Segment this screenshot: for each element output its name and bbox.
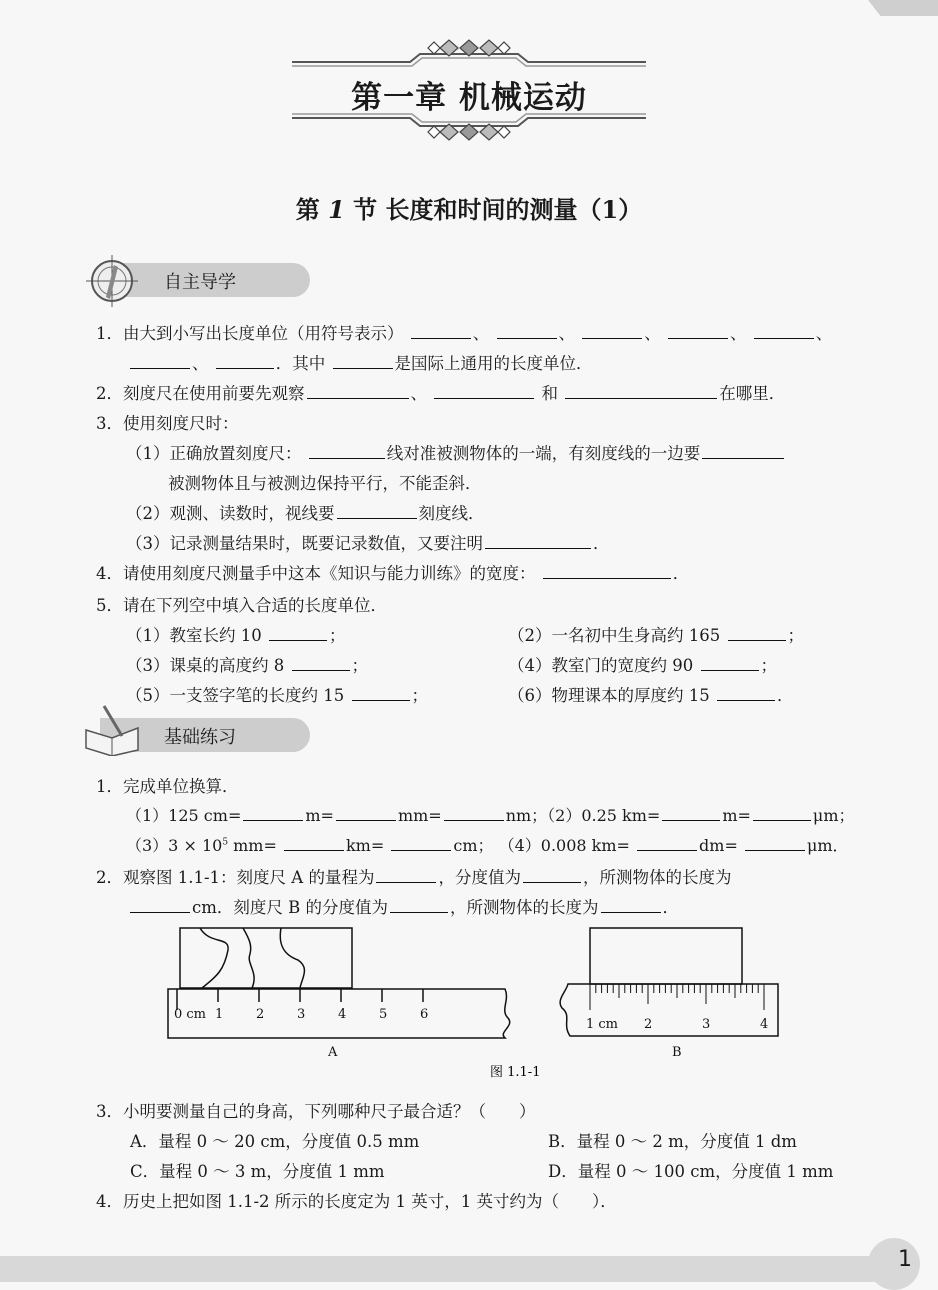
conv-text: km=	[345, 836, 385, 855]
q2-text: cm．刻度尺 B 的分度值为	[192, 898, 389, 917]
q2-text: 2．观察图 1.1-1：刻度尺 A 的量程为	[96, 868, 375, 887]
conv-text: cm； （4）0.008 km=	[453, 836, 630, 855]
q2-end: 在哪里．	[719, 384, 786, 403]
answer-blank[interactable]	[130, 352, 190, 369]
page-number-bubble	[868, 1238, 920, 1290]
self-study-label: 自主导学	[164, 272, 236, 293]
conv-text: m=	[722, 806, 751, 825]
conv-text: μm；	[812, 806, 855, 825]
svg-text:2: 2	[644, 1017, 653, 1032]
answer-blank[interactable]	[216, 352, 274, 369]
q1-line2: 、 ．其中 是国际上通用的长度单位．	[128, 350, 593, 374]
answer-blank[interactable]	[391, 834, 451, 851]
q2-text: ．	[662, 898, 680, 917]
answer-blank[interactable]	[745, 834, 805, 851]
q5-item: （2）一名初中生身高约 165 ；	[508, 626, 804, 645]
exponent: 5	[222, 837, 229, 848]
p-q1-line: 1．完成单位换算．	[96, 777, 239, 796]
answer-blank[interactable]	[701, 654, 759, 671]
conv-text: （3）3 × 10	[126, 836, 223, 855]
answer-blank[interactable]	[668, 322, 728, 339]
q5-item: （6）物理课本的厚度约 15 ．	[508, 686, 794, 705]
answer-blank[interactable]	[637, 834, 697, 851]
q1-text: 1．由大到小写出长度单位（用符号表示）	[96, 324, 404, 343]
option-d[interactable]: D．量程 0 ～ 100 cm，分度值 1 mm	[548, 1162, 834, 1181]
svg-text:A: A	[328, 1045, 338, 1060]
open-book-icon	[82, 704, 144, 756]
answer-blank[interactable]	[565, 382, 717, 399]
q3-line: 3．使用刻度尺时：	[96, 414, 239, 433]
q2-text: ，所测物体的长度为	[450, 898, 599, 917]
answer-blank[interactable]	[243, 804, 303, 821]
footer-bar	[0, 1256, 880, 1282]
q2-text: ，分度值为	[438, 868, 521, 887]
practice-label: 基础练习	[164, 727, 236, 748]
svg-text:5: 5	[379, 1007, 388, 1022]
svg-text:2: 2	[256, 1007, 265, 1022]
q5-item: （5）一支签字笔的长度约 15 ；	[126, 686, 428, 705]
q5-item-text: （5）一支签字笔的长度约 15	[126, 686, 345, 705]
q3-2-end: 刻度线．	[418, 504, 485, 523]
svg-text:1: 1	[215, 1007, 224, 1022]
answer-blank[interactable]	[376, 866, 436, 883]
q5-item: （1）教室长约 10 ；	[126, 626, 346, 645]
p-q1-3-line	[126, 833, 849, 856]
p-q4-line: 4．历史上把如图 1.1-2 所示的长度定为 1 英寸，1 英寸约为（ ）．	[96, 1192, 617, 1211]
q1-end-text: 是国际上通用的长度单位．	[394, 354, 593, 373]
answer-blank[interactable]	[717, 684, 775, 701]
p-q1-1-line	[126, 803, 855, 826]
conv-text: mm=	[397, 806, 442, 825]
figure-rulers	[160, 920, 800, 1080]
section-suffix: 节 长度和时间的测量（1）	[353, 195, 643, 224]
answer-blank[interactable]	[352, 684, 410, 701]
svg-text:4: 4	[338, 1007, 347, 1022]
svg-text:B: B	[672, 1045, 682, 1060]
q5-item-text: （6）物理课本的厚度约 15	[508, 686, 710, 705]
option-c[interactable]: C．量程 0 ～ 3 m，分度值 1 mm	[130, 1162, 385, 1181]
answer-blank[interactable]	[307, 382, 409, 399]
answer-blank[interactable]	[337, 502, 417, 519]
answer-blank[interactable]	[754, 322, 814, 339]
answer-blank[interactable]	[390, 896, 448, 913]
q2-text: 2．刻度尺在使用前要先观察	[96, 384, 305, 403]
self-study-banner	[100, 263, 310, 297]
svg-text:图 1.1-1: 图 1.1-1	[490, 1065, 541, 1080]
q3-1-cont: 被测物体且与被测边保持平行，不能歪斜．	[168, 474, 482, 493]
q3-1-text: （1）正确放置刻度尺：	[126, 444, 302, 463]
conv-text: μm．	[806, 836, 849, 855]
q5-item-text: （2）一名初中生身高约 165	[508, 626, 721, 645]
q5-item-text: （4）教室门的宽度约 90	[508, 656, 694, 675]
q5-item-text: （1）教室长约 10	[126, 626, 262, 645]
svg-text:3: 3	[297, 1007, 306, 1022]
q2-and: 和	[541, 384, 558, 403]
conv-text: nm；（2）0.25 km=	[505, 806, 661, 825]
q2-text: ，所测物体的长度为	[582, 868, 732, 887]
answer-blank[interactable]	[309, 442, 385, 459]
ornament-bottom-icon	[290, 112, 648, 142]
answer-blank[interactable]	[336, 804, 396, 821]
chapter-title: 第一章 机械运动	[351, 80, 587, 116]
p-q2-line1	[96, 864, 731, 888]
option-b[interactable]: B．量程 0 ～ 2 m，分度值 1 dm	[548, 1132, 797, 1151]
conv-text: （1）125 cm=	[126, 806, 242, 825]
svg-text:6: 6	[420, 1007, 429, 1022]
q3-1-text-b: 线对准被测物体的一端，有刻度线的一边要	[386, 444, 701, 463]
q1-line1: 1．由大到小写出长度单位（用符号表示） 、 、 、 、 、	[96, 324, 833, 343]
q5-line: 5．请在下列空中填入合适的长度单位．	[96, 596, 387, 615]
svg-text:1 cm: 1 cm	[586, 1017, 619, 1032]
section-title	[0, 190, 938, 225]
page-number: 1	[898, 1247, 912, 1272]
q4-text: 4．请使用刻度尺测量手中这本《知识与能力训练》的宽度：	[96, 564, 536, 583]
svg-text:3: 3	[702, 1017, 711, 1032]
section-number: 1	[328, 195, 345, 224]
ornament-top-icon	[290, 38, 648, 68]
q5-item: （3）课桌的高度约 8 ；	[126, 656, 368, 675]
section-prefix: 第	[295, 195, 320, 224]
svg-text:4: 4	[760, 1017, 769, 1032]
p-q3-line: 3．小明要测量自己的身高，下列哪种尺子最合适？（ ）	[96, 1102, 536, 1121]
answer-blank[interactable]	[434, 382, 534, 399]
answer-blank[interactable]	[269, 624, 327, 641]
practice-banner	[100, 718, 310, 752]
ruler-b	[560, 928, 778, 1060]
q2-line: 2．刻度尺在使用前要先观察 、 和 在哪里．	[96, 384, 786, 403]
answer-blank[interactable]	[130, 896, 190, 913]
answer-blank[interactable]	[601, 896, 661, 913]
q4-line: 4．请使用刻度尺测量手中这本《知识与能力训练》的宽度： ．	[96, 564, 690, 583]
conv-text: m=	[305, 806, 334, 825]
answer-blank[interactable]	[702, 442, 784, 459]
conv-text: mm=	[228, 836, 277, 855]
answer-blank[interactable]	[753, 804, 811, 821]
conv-text: dm=	[699, 836, 738, 855]
answer-blank[interactable]	[284, 834, 344, 851]
q3-2-text: （2）观测、读数时，视线要	[126, 504, 335, 523]
answer-blank[interactable]	[411, 322, 471, 339]
p-q2-line2	[128, 894, 679, 918]
answer-blank[interactable]	[728, 624, 786, 641]
q3-3-line: （3）记录测量结果时，既要记录数值，又要注明 ．	[126, 534, 610, 553]
ruler-a	[168, 928, 510, 1060]
answer-blank[interactable]	[582, 322, 642, 339]
answer-blank[interactable]	[485, 532, 591, 549]
answer-blank[interactable]	[444, 804, 504, 821]
chapter-header	[290, 38, 648, 134]
option-a[interactable]: A．量程 0 ～ 20 cm，分度值 0.5 mm	[130, 1132, 420, 1151]
answer-blank[interactable]	[543, 562, 671, 579]
answer-blank[interactable]	[662, 804, 720, 821]
answer-blank[interactable]	[333, 352, 393, 369]
answer-blank[interactable]	[292, 654, 350, 671]
q1-mid-text: ．其中	[275, 354, 326, 373]
q3-1-line	[126, 440, 786, 464]
answer-blank[interactable]	[523, 866, 581, 883]
svg-text:0 cm: 0 cm	[174, 1007, 207, 1022]
q3-3-text: （3）记录测量结果时，既要记录数值，又要注明	[126, 534, 483, 553]
q3-2-line	[126, 500, 485, 524]
q5-item: （4）教室门的宽度约 90 ；	[508, 656, 777, 675]
compass-icon	[84, 253, 140, 309]
q5-item-text: （3）课桌的高度约 8	[126, 656, 285, 675]
answer-blank[interactable]	[497, 322, 557, 339]
page-corner-tab	[868, 0, 938, 16]
